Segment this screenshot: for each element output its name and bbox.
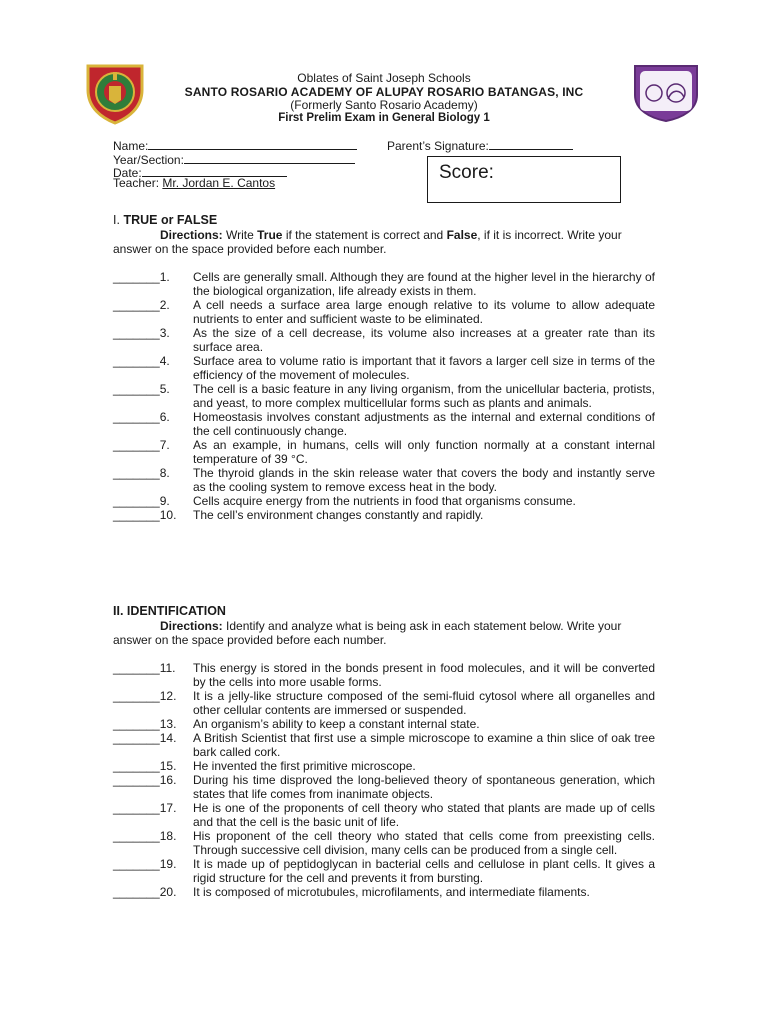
directions-label: Directions: <box>160 619 223 633</box>
question-item <box>113 326 655 354</box>
name-label: Name: <box>113 139 149 153</box>
answer-line[interactable]: _______ <box>113 494 160 508</box>
answer-line[interactable]: _______ <box>113 773 160 787</box>
question-text: The thyroid glands in the skin release water that covers the body and instantly serve as the cooling system to remove excess heat in the body. <box>193 466 655 494</box>
directions-true-word: True <box>257 228 283 242</box>
question-text: A British Scientist that first use a simple microscope to examine a thin slice of oak tree bark called cork. <box>193 731 655 759</box>
answer-blank[interactable] <box>113 885 176 899</box>
question-number: 1. <box>159 270 170 284</box>
section-2-title <box>113 604 226 618</box>
answer-line[interactable]: _______ <box>113 326 160 340</box>
question-number: 14. <box>159 731 177 745</box>
question-number: 19. <box>159 857 177 871</box>
parent-signature-field[interactable] <box>387 138 573 153</box>
section-1-heading: TRUE or FALSE <box>123 213 218 227</box>
answer-blank[interactable] <box>113 801 176 815</box>
directions-text: Write <box>222 228 258 242</box>
question-item <box>113 885 655 899</box>
question-number: 2. <box>159 298 170 312</box>
answer-line[interactable]: _______ <box>113 270 160 284</box>
answer-line[interactable]: _______ <box>113 508 160 522</box>
question-text: During his time disproved the long-believed theory of spontaneous generation, which states that life comes from inanimate objects. <box>193 773 655 801</box>
question-number: 18. <box>159 829 177 843</box>
question-text: As an example, in humans, cells will only function normally at a constant internal temperature of 39 °C. <box>193 438 655 466</box>
directions-text: Identify and analyze what is being ask in each statement below. Write your answer on the space provided before each number. <box>113 619 622 647</box>
answer-blank[interactable] <box>113 326 170 340</box>
question-text: A cell needs a surface area large enough relative to its volume to allow adequate nutrients to enter and sufficient waste to be eliminated. <box>193 298 655 326</box>
question-item <box>113 731 655 759</box>
question-item <box>113 270 655 298</box>
teacher-label: Teacher: <box>113 176 160 190</box>
question-text: He invented the first primitive microscope. <box>193 759 416 773</box>
answer-line[interactable]: _______ <box>113 759 160 773</box>
section-1-directions <box>113 228 655 256</box>
question-text: It is composed of microtubules, microfilaments, and intermediate filaments. <box>193 885 590 899</box>
answer-line[interactable]: _______ <box>113 354 160 368</box>
question-item <box>113 298 655 326</box>
answer-line[interactable]: _______ <box>113 298 160 312</box>
answer-blank[interactable] <box>113 829 176 843</box>
answer-blank[interactable] <box>113 382 170 396</box>
true-false-list <box>113 270 655 522</box>
year-section-blank[interactable] <box>184 152 355 164</box>
question-number: 8. <box>159 466 170 480</box>
question-item <box>113 689 655 717</box>
question-number: 6. <box>159 410 170 424</box>
answer-blank[interactable] <box>113 298 170 312</box>
answer-blank[interactable] <box>113 689 176 703</box>
header-org-line: Oblates of Saint Joseph Schools <box>297 71 471 85</box>
question-text: Cells acquire energy from the nutrients in food that organisms consume. <box>193 494 576 508</box>
question-item <box>113 438 655 466</box>
score-label: Score: <box>439 162 494 183</box>
answer-blank[interactable] <box>113 773 176 787</box>
answer-blank[interactable] <box>113 857 176 871</box>
answer-blank[interactable] <box>113 354 170 368</box>
question-item <box>113 717 655 731</box>
section-2-heading: II. IDENTIFICATION <box>113 604 226 618</box>
answer-line[interactable]: _______ <box>113 885 160 899</box>
answer-blank[interactable] <box>113 466 170 480</box>
question-item <box>113 801 655 829</box>
question-text: It is a jelly-like structure composed of the semi-fluid cytosol where all organelles and other cellular contents are immersed or suspended. <box>193 689 655 717</box>
question-number: 15. <box>159 759 177 773</box>
section-2-directions <box>113 619 655 647</box>
directions-label: Directions: <box>160 228 223 242</box>
question-number: 17. <box>159 801 177 815</box>
answer-line[interactable]: _______ <box>113 857 160 871</box>
name-blank[interactable] <box>148 138 357 150</box>
question-item <box>113 829 655 857</box>
score-box <box>427 156 621 203</box>
question-item <box>113 857 655 885</box>
section-1-title <box>113 213 217 227</box>
question-number: 11. <box>159 661 176 675</box>
question-number: 12. <box>159 689 177 703</box>
question-item <box>113 382 655 410</box>
question-text: The cell’s environment changes constantly and rapidly. <box>193 508 484 522</box>
question-text: Homeostasis involves constant adjustments as the internal and external conditions of the cell continuously change. <box>193 410 655 438</box>
directions-false-word: False <box>446 228 478 242</box>
question-item <box>113 494 655 508</box>
question-number: 20. <box>159 885 177 899</box>
answer-blank[interactable] <box>113 438 170 452</box>
answer-line[interactable]: _______ <box>113 829 160 843</box>
question-number: 13. <box>159 717 177 731</box>
answer-blank[interactable] <box>113 270 170 284</box>
answer-line[interactable]: _______ <box>113 438 160 452</box>
identification-list <box>113 661 655 899</box>
header-former-name: (Formerly Santo Rosario Academy) <box>290 98 478 112</box>
answer-line[interactable]: _______ <box>113 382 160 396</box>
year-section-label: Year/Section: <box>113 153 184 167</box>
answer-line[interactable]: _______ <box>113 717 160 731</box>
name-field[interactable] <box>113 138 357 153</box>
answer-blank[interactable] <box>113 508 176 522</box>
question-item <box>113 466 655 494</box>
answer-line[interactable]: _______ <box>113 466 160 480</box>
question-item <box>113 661 655 689</box>
answer-line[interactable]: _______ <box>113 689 160 703</box>
answer-blank[interactable] <box>113 717 176 731</box>
question-item <box>113 773 655 801</box>
teacher-field <box>113 177 275 190</box>
answer-blank[interactable] <box>113 731 176 745</box>
question-text: His proponent of the cell theory who stated that cells come from preexisting cells. Through successive cell division, many cells can be produced from a single cell. <box>193 829 655 857</box>
question-text: An organism’s ability to keep a constant internal state. <box>193 717 480 731</box>
answer-line[interactable]: _______ <box>113 731 160 745</box>
question-text: Cells are generally small. Although they are found at the higher level in the hierarchy of the biological organization, life already exists in them. <box>193 270 655 298</box>
question-number: 5. <box>159 382 170 396</box>
question-number: 16. <box>159 773 177 787</box>
question-text: As the size of a cell decrease, its volume also increases at a greater rate than its surface area. <box>193 326 655 354</box>
question-number: 10. <box>159 508 177 522</box>
question-number: 4. <box>159 354 170 368</box>
question-item <box>113 410 655 438</box>
question-text: This energy is stored in the bonds present in food molecules, and it will be converted by the cells into more usable forms. <box>193 661 655 689</box>
question-item <box>113 759 655 773</box>
answer-line[interactable]: _______ <box>113 801 160 815</box>
question-number: 7. <box>159 438 170 452</box>
question-item <box>113 354 655 382</box>
directions-text: if the statement is correct and <box>282 228 447 242</box>
parent-signature-label: Parent’s Signature: <box>387 139 489 153</box>
directions-text: , if it is incorrect. Write your answer on the space provided before each number. <box>113 228 622 256</box>
answer-blank[interactable] <box>113 661 176 675</box>
parent-signature-blank[interactable] <box>489 138 573 150</box>
question-item <box>113 508 655 522</box>
header-school-name: SANTO ROSARIO ACADEMY OF ALUPAY ROSARIO BATANGAS, INC <box>184 85 584 99</box>
date-label: Date: <box>113 166 142 180</box>
question-number: 9. <box>159 494 170 508</box>
answer-blank[interactable] <box>113 494 170 508</box>
question-text: Surface area to volume ratio is important that it favors a larger cell size in terms of the efficiency of the movement of molecules. <box>193 354 655 382</box>
question-text: The cell is a basic feature in any living organism, from the unicellular bacteria, protists, and yeast, to more complex multicellular forms such as plants and animals. <box>193 382 655 410</box>
answer-line[interactable]: _______ <box>113 661 160 675</box>
answer-blank[interactable] <box>113 410 170 424</box>
question-number: 3. <box>159 326 170 340</box>
exam-title: First Prelim Exam in General Biology 1 <box>278 112 490 124</box>
question-text: It is made up of peptidoglycan in bacterial cells and cellulose in plant cells. It gives a rigid structure for the cell and prevents it from bursting. <box>193 857 655 885</box>
answer-line[interactable]: _______ <box>113 410 160 424</box>
question-text: He is one of the proponents of cell theory who stated that plants are made up of cells and that the cell is the basic unit of life. <box>193 801 655 829</box>
teacher-name: Mr. Jordan E. Cantos <box>162 176 276 190</box>
answer-blank[interactable] <box>113 759 176 773</box>
section-1-number: I. <box>113 213 120 227</box>
